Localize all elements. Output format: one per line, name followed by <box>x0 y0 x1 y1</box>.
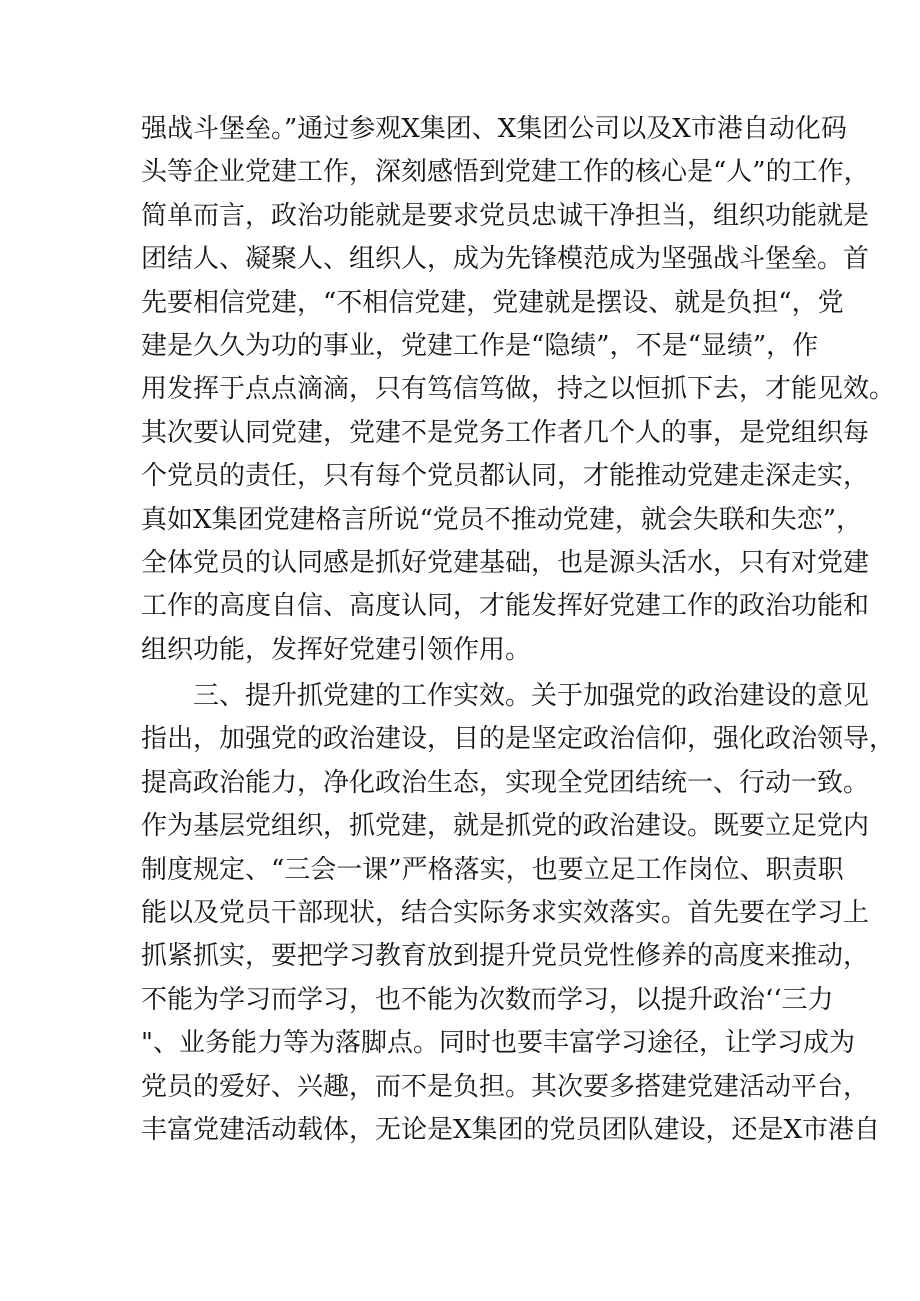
text-line: 强战斗堡垒。”通过参观X集团、X集团公司以及X市港自动化码 <box>141 114 847 144</box>
text-line: 组织功能，发挥好党建引领作用。 <box>141 634 532 665</box>
text-line: 个党员的责任，只有每个党员都认同，才能推动党建走深走实， <box>141 461 870 492</box>
text-line: 制度规定、“三会一课”严格落实，也要立足工作岗位、职责职 <box>141 854 844 885</box>
text-line: 指出，加强党的政治建设，目的是坚定政治信仰，强化政治领导， <box>141 724 896 755</box>
text-line: 三、提升抓党建的工作实效。关于加强党的政治建设的意见 <box>193 681 870 711</box>
text-line: 能以及党员干部现状，结合实际务求实效落实。首先要在学习上 <box>141 897 870 928</box>
text-line: 工作的高度自信、高度认同，才能发挥好党建工作的政治功能和 <box>141 591 870 622</box>
text-line: 全体党员的认同感是抓好党建基础，也是源头活水，只有对党建 <box>141 547 870 578</box>
paragraph-1 <box>141 108 896 672</box>
text-line: 作为基层党组织，抓党建，就是抓党的政治建设。既要立足党内 <box>141 811 870 842</box>
text-line: 党员的爱好、兴趣，而不是负担。其次要多搭建党建活动平台， <box>141 1071 870 1102</box>
text-line: 简单而言，政治功能就是要求党员忠诚干净担当，组织功能就是 <box>141 200 870 231</box>
text-line: "、业务能力等为落脚点。同时也要丰富学习途径，让学习成为 <box>141 1028 855 1059</box>
text-line: 真如X集团党建格言所说“党员不推动党建，就会失联和失恋”， <box>141 504 863 535</box>
text-line: 先要相信党建，“不相信党建，党建就是摆设、就是负担“，党 <box>141 287 844 318</box>
text-line: 抓紧抓实，要把学习教育放到提升党员党性修养的高度来推动， <box>141 941 870 972</box>
text-line: 建是久久为功的事业，党建工作是“隐绩”，不是“显绩”，作 <box>141 330 819 361</box>
text-line: 用发挥于点点滴滴，只有笃信笃做，持之以恒抓下去，才能见效。 <box>141 374 896 405</box>
text-line: 其次要认同党建，党建不是党务工作者几个人的事，是党组织每 <box>141 417 870 448</box>
text-line: 提高政治能力，净化政治生态，实现全党团结统一、行动一致。 <box>141 767 870 798</box>
text-line: 不能为学习而学习，也不能为次数而学习，以提升政治‘‘三力 <box>141 984 834 1015</box>
paragraph-2 <box>141 675 896 1152</box>
text-line: 头等企业党建工作，深刻感悟到党建工作的核心是“人”的工作， <box>141 157 870 188</box>
text-line: 团结人、凝聚人、组织人，成为先锋模范成为坚强战斗堡垒。首 <box>141 244 870 275</box>
text-line: 丰富党建活动载体，无论是X集团的党员团队建设，还是X市港自 <box>141 1114 881 1145</box>
